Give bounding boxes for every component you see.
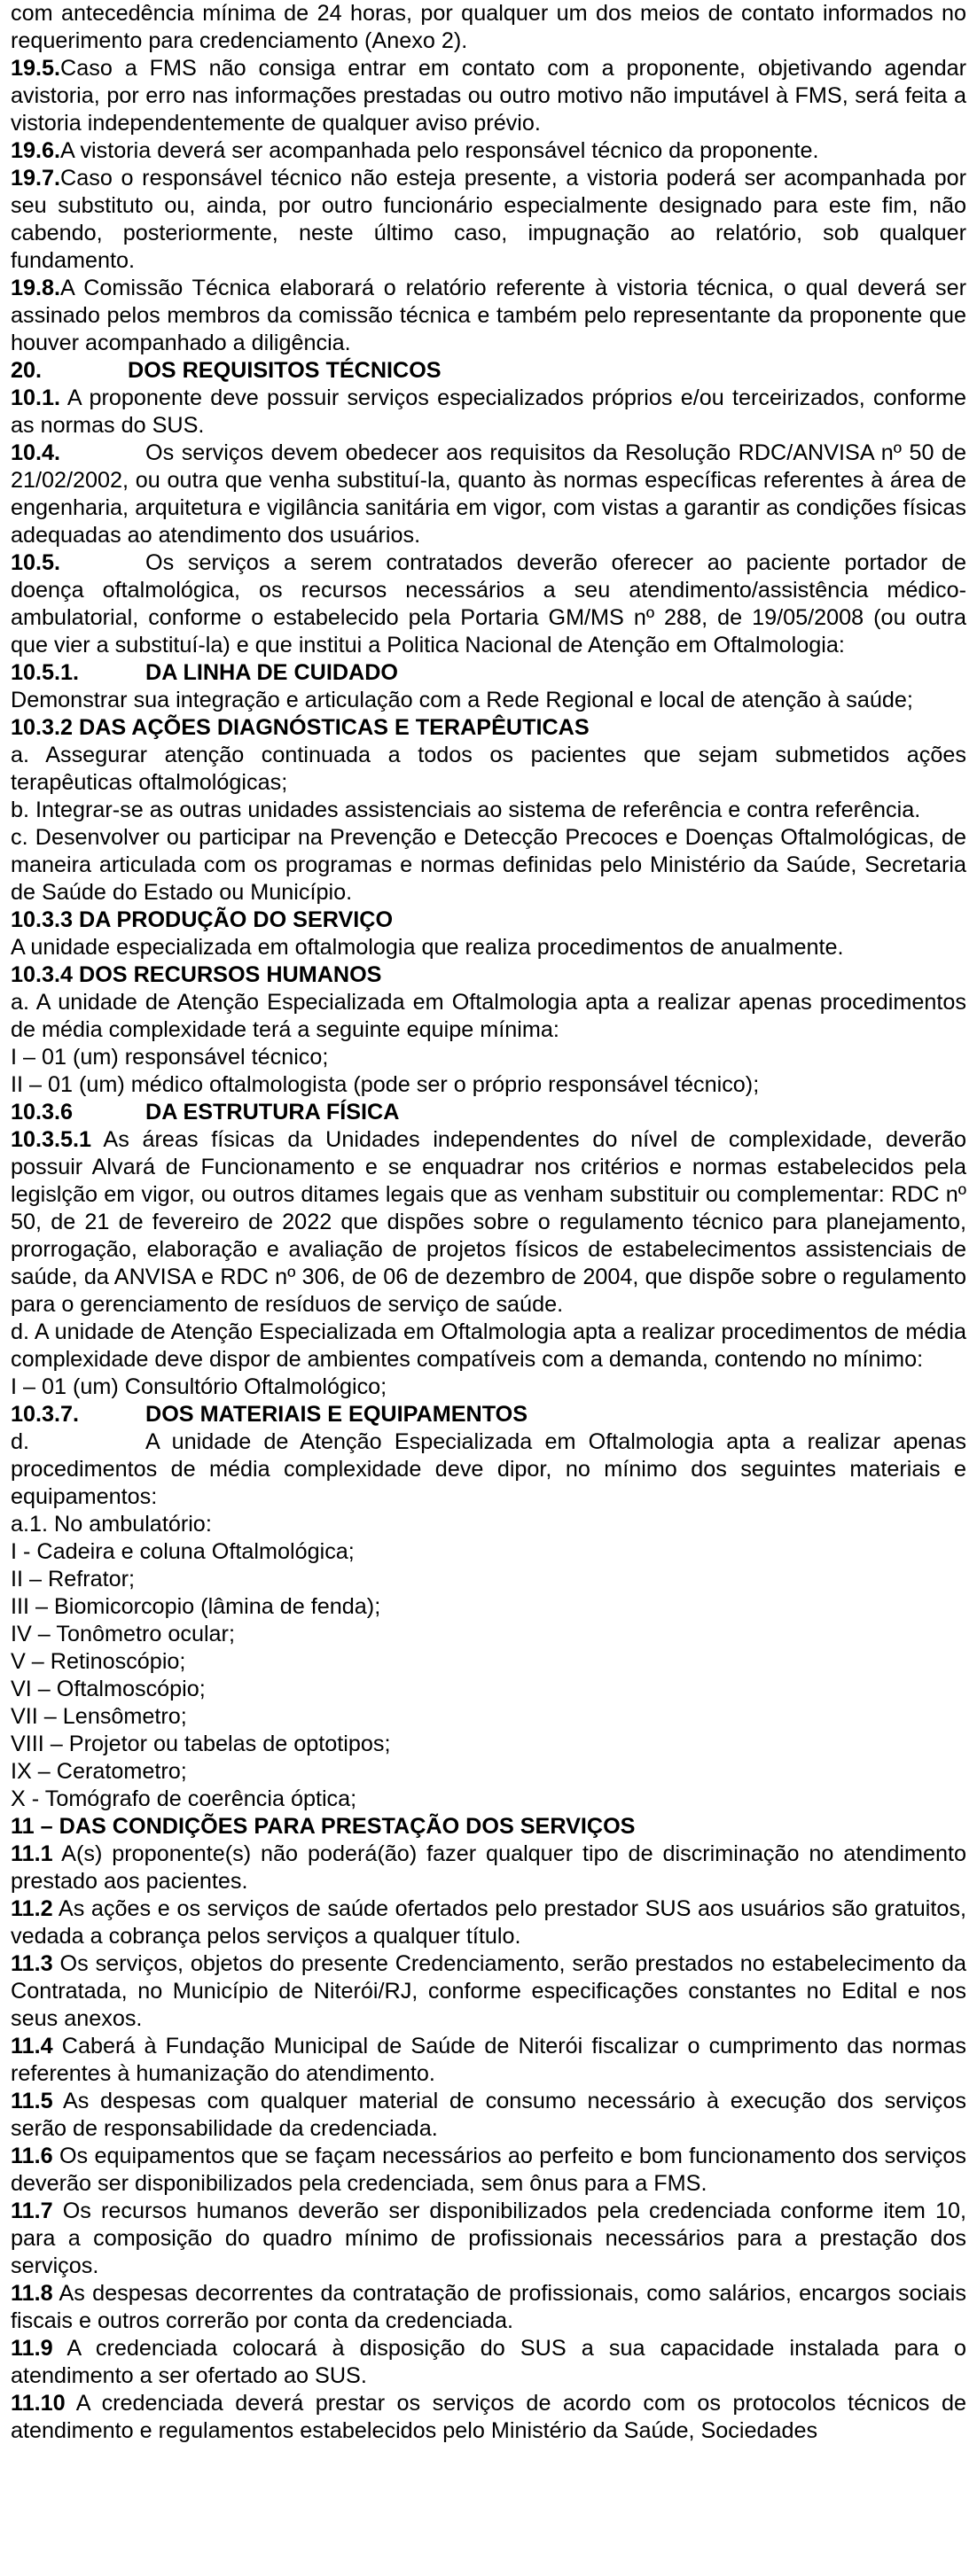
list-item-c: c. Desenvolver ou participar na Prevenção e Detecção Precoces e Doenças Oftalmológicas, de maneira articulada com os programas e normas definidas pelo Ministério da Saúde, Secretaria de Saúde do Estado ou Município. xyxy=(11,825,966,905)
list-item-b: b. Integrar-se as outras unidades assistenciais ao sistema de referência e contra referência. xyxy=(11,798,921,822)
clause-text: A vistoria deverá ser acompanhada pelo responsável técnico da proponente. xyxy=(60,138,819,163)
section-number: 20. xyxy=(11,358,43,383)
paragraph-linha-cuidado: Demonstrar sua integração e articulação com a Rede Regional e local de atenção à saúde; xyxy=(11,688,913,712)
clause-text: A(s) proponente(s) não poderá(ão) fazer qualquer tipo de discriminação no atendimento prestado aos pacientes. xyxy=(11,1841,966,1894)
clause-text: As ações e os serviços de saúde ofertados pelo prestador SUS aos usuários são gratuitos, vedada a cobrança pelos serviços a qualquer título. xyxy=(11,1896,966,1949)
clause-11-6 xyxy=(11,2143,966,2198)
clause-text: A Comissão Técnica elaborará o relatório referente à vistoria técnica, o qual deverá ser assinado pelos membros da comissão técnica e também pelo representante da proponente que houver acompanhado a diligência. xyxy=(11,276,966,355)
clause-text: Os serviços a serem contratados deverão oferecer ao paciente portador de doença oftalmológica, os recursos necessários a seu atendimento/assistência médico-ambulatorial, conforme o estabelecido pela Portaria GM/MS nº 288, de 19/05/2008 (ou outra que vier a substituí-la) e que institui a Politica Nacional de Atenção em Oftalmologia: xyxy=(11,550,966,658)
clause-number: 11.8 xyxy=(11,2281,53,2306)
equipment-item: I - Cadeira e coluna Oftalmológica; xyxy=(11,1539,355,1564)
clause-text: A credenciada deverá prestar os serviços de acordo com os protocolos técnicos de atendimento e regulamentos estabelecidos pelo Ministério da Saúde, Sociedades xyxy=(11,2391,966,2443)
equipment-item: X - Tomógrafo de coerência óptica; xyxy=(11,1786,357,1811)
paragraph-recursos-a: a. A unidade de Atenção Especializada em Oftalmologia apta a realizar apenas procedimentos de média complexidade terá a seguinte equipe mínima: xyxy=(11,990,966,1042)
paragraph-materiais-d xyxy=(11,1428,966,1511)
clause-11-4 xyxy=(11,2033,966,2088)
clause-text: Caso a FMS não consiga entrar em contato com a proponente, objetivando agendar avistoria, por erro nas informações prestadas ou outro motivo não imputável à FMS, será feita a vistoria independentemente de qualquer aviso prévio. xyxy=(11,56,966,136)
equipment-item: VII – Lensômetro; xyxy=(11,1704,187,1729)
clause-number: 19.6. xyxy=(11,138,61,163)
clause-number: 11.4 xyxy=(11,2034,53,2058)
list-item: I – 01 (um) responsável técnico; xyxy=(11,1045,329,1070)
clause-10-1 xyxy=(11,385,966,440)
clause-10-3-5-1 xyxy=(11,1126,966,1319)
clause-19-5 xyxy=(11,55,966,137)
section-heading-20 xyxy=(11,357,966,385)
clause-number: 10.4. xyxy=(11,440,61,465)
list-item-a: a. Assegurar atenção continuada a todos os pacientes que sejam submetidos ações terapêuticas oftalmológicas; xyxy=(11,743,966,795)
section-heading-10-3-6 xyxy=(11,1099,966,1126)
clause-number: 19.7. xyxy=(11,166,61,191)
list-heading: a.1. No ambulatório: xyxy=(11,1512,212,1537)
section-title: DA ESTRUTURA FÍSICA xyxy=(145,1100,400,1125)
equipment-item: VIII – Projetor ou tabelas de optotipos; xyxy=(11,1732,391,1756)
clause-11-2 xyxy=(11,1895,966,1950)
clause-number: 10.1. xyxy=(11,385,61,410)
clause-11-3 xyxy=(11,1950,966,2033)
paragraph-intro: com antecedência mínima de 24 horas, por qualquer um dos meios de contato informados no requerimento para credenciamento (Anexo 2). xyxy=(11,1,966,53)
section-number: 10.5.1. xyxy=(11,660,80,685)
clause-number: 11.6 xyxy=(11,2144,53,2168)
clause-number: 11.1 xyxy=(11,1841,53,1866)
clause-10-4 xyxy=(11,440,966,549)
equipment-item: IX – Ceratometro; xyxy=(11,1759,187,1784)
clause-number: 11.2 xyxy=(11,1896,53,1921)
clause-number: 19.5. xyxy=(11,56,61,81)
section-number: 10.3.6 xyxy=(11,1100,74,1125)
section-title: DA LINHA DE CUIDADO xyxy=(145,660,398,685)
clause-text: Os equipamentos que se façam necessários ao perfeito e bom funcionamento dos serviços deverão ser disponibilizados pela credenciada, sem ônus para a FMS. xyxy=(11,2144,966,2196)
clause-text: A unidade de Atenção Especializada em Oftalmologia apta a realizar apenas procedimentos de média complexidade deve dipor, no mínimo dos seguintes materiais e equipamentos: xyxy=(11,1429,966,1509)
clause-number: 19.8. xyxy=(11,276,61,300)
clause-11-1 xyxy=(11,1841,966,1895)
equipment-item: IV – Tonômetro ocular; xyxy=(11,1622,235,1646)
paragraph-estrutura-d: d. A unidade de Atenção Especializada em Oftalmologia apta a realizar procedimentos de média complexidade deve dispor de ambientes compatíveis com a demanda, contendo no mínimo: xyxy=(11,1319,966,1372)
clause-number: d. xyxy=(11,1429,30,1454)
clause-19-7 xyxy=(11,165,966,275)
section-number: 10.3.7. xyxy=(11,1402,80,1427)
clause-number: 11.5 xyxy=(11,2089,53,2113)
list-item: II – 01 (um) médico oftalmologista (pode ser o próprio responsável técnico); xyxy=(11,1072,760,1097)
clause-text: As despesas com qualquer material de consumo necessário à execução dos serviços serão de responsabilidade da credenciada. xyxy=(11,2089,966,2141)
clause-text: Caso o responsável técnico não esteja presente, a vistoria poderá ser acompanhada por seu substituto ou, ainda, por outro funcionário especialmente designado para este fim, não cabendo, posteriormente, neste último caso, impugnação ao relatório, sob qualquer fundamento. xyxy=(11,166,966,273)
clause-10-5 xyxy=(11,549,966,659)
clause-number: 11.7 xyxy=(11,2199,53,2223)
clause-number: 11.10 xyxy=(11,2391,66,2416)
paragraph-producao: A unidade especializada em oftalmologia que realiza procedimentos de anualmente. xyxy=(11,935,844,960)
clause-text: Os serviços devem obedecer aos requisitos da Resolução RDC/ANVISA nº 50 de 21/02/2002, ou outra que venha substituí-la, quanto às normas específicas referentes à área de engenharia, arquitetura e vigilância sanitária em vigor, com vistas a garantir as condições físicas adequadas ao atendimento dos usuários. xyxy=(11,440,966,548)
clause-11-5 xyxy=(11,2088,966,2143)
clause-text: As despesas decorrentes da contratação de profissionais, como salários, encargos sociais fiscais e outros correrão por conta da credenciada. xyxy=(11,2281,966,2333)
section-heading-10-3-7 xyxy=(11,1401,966,1428)
section-heading-10-3-2: 10.3.2 DAS AÇÕES DIAGNÓSTICAS E TERAPÊUTICAS xyxy=(11,715,590,740)
clause-number: 11.9 xyxy=(11,2336,53,2361)
clause-text: A proponente deve possuir serviços especializados próprios e/ou terceirizados, conforme as normas do SUS. xyxy=(11,385,966,438)
section-heading-10-5-1 xyxy=(11,659,966,687)
equipment-item: V – Retinoscópio; xyxy=(11,1649,186,1674)
clause-text: As áreas físicas da Unidades independentes do nível de complexidade, deverão possuir Alvará de Funcionamento e se enquadrar nos critérios e normas estabelecidos pela legislção em vigor, ou outros ditames legais que as venham substituir ou complementar: RDC nº 50, de 21 de fevereiro de 2022 que dispões sobre o regulamento técnico para planejamento, prorrogação, elaboração e avaliação de projetos físicos de estabelecimentos assistenciais de saúde, da ANVISA e RDC nº 306, de 06 de dezembro de 2004, que dispõe sobre o regulamento para o gerenciamento de resíduos de serviço de saúde. xyxy=(11,1127,966,1317)
clause-number: 10.5. xyxy=(11,550,61,575)
section-heading-10-3-3: 10.3.3 DA PRODUÇÃO DO SERVIÇO xyxy=(11,907,394,932)
equipment-item: II – Refrator; xyxy=(11,1567,135,1592)
section-heading-11: 11 – DAS CONDIÇÕES PARA PRESTAÇÃO DOS SERVIÇOS xyxy=(11,1814,636,1839)
equipment-item: VI – Oftalmoscópio; xyxy=(11,1677,206,1701)
clause-number: 11.3 xyxy=(11,1951,53,1976)
list-item: I – 01 (um) Consultório Oftalmológico; xyxy=(11,1374,387,1399)
clause-11-8 xyxy=(11,2280,966,2335)
clause-11-9 xyxy=(11,2335,966,2390)
section-title: DOS REQUISITOS TÉCNICOS xyxy=(128,358,442,383)
clause-11-7 xyxy=(11,2198,966,2280)
section-title: DOS MATERIAIS E EQUIPAMENTOS xyxy=(145,1402,528,1427)
clause-19-8 xyxy=(11,275,966,357)
clause-number: 10.3.5.1 xyxy=(11,1127,92,1152)
clause-text: Os serviços, objetos do presente Credenciamento, serão prestados no estabelecimento da Contratada, no Município de Niterói/RJ, conforme especificações constantes no Edital e nos seus anexos. xyxy=(11,1951,966,2031)
section-heading-10-3-4: 10.3.4 DOS RECURSOS HUMANOS xyxy=(11,962,382,987)
clause-11-10 xyxy=(11,2390,966,2445)
document-page xyxy=(11,0,966,2445)
clause-text: A credenciada colocará à disposição do SUS a sua capacidade instalada para o atendimento a ser ofertado ao SUS. xyxy=(11,2336,966,2388)
clause-text: Os recursos humanos deverão ser disponibilizados pela credenciada conforme item 10, para a composição do quadro mínimo de profissionais necessários para a prestação dos serviços. xyxy=(11,2199,966,2278)
clause-text: Caberá à Fundação Municipal de Saúde de Niterói fiscalizar o cumprimento das normas referentes à humanização do atendimento. xyxy=(11,2034,966,2086)
clause-19-6 xyxy=(11,137,966,165)
equipment-item: III – Biomicorcopio (lâmina de fenda); xyxy=(11,1594,381,1619)
